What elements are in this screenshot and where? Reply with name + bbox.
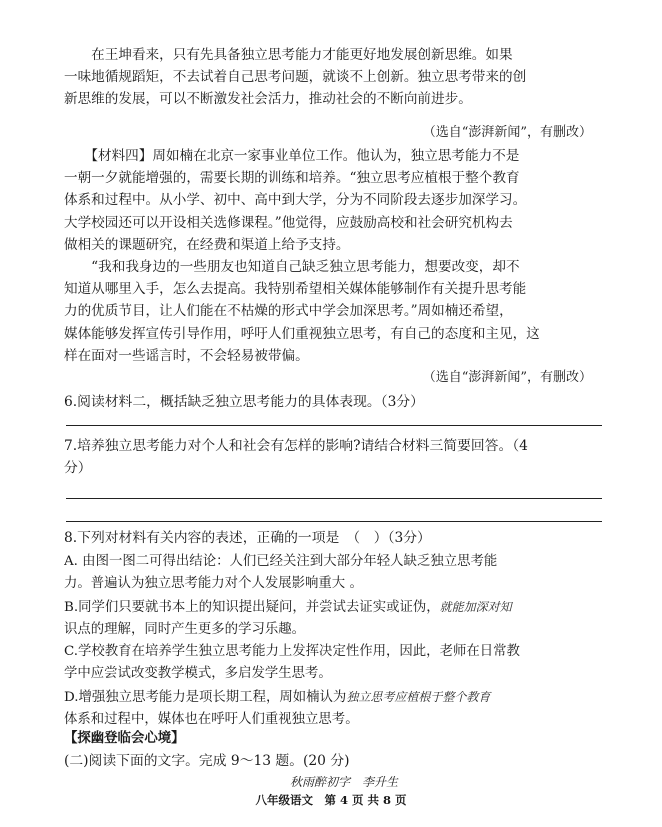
answer-line[interactable] (66, 425, 602, 426)
text-line: 媒体能够发挥宣传引导作用，呼吁人们重视独立思考，有自己的态度和主见，这 (64, 325, 540, 342)
question-text: 分） (64, 460, 92, 476)
text-line: 一朝一夕就能增强的，需要长期的训练和培养。“独立思考应植根于整个教育 (64, 170, 520, 187)
answer-line[interactable] (66, 498, 602, 499)
option-main-text: B.同学们只要就书本上的知识提出疑问，并尝试去证实或证伪， (64, 600, 440, 615)
option-text: A. 由图一图二可得出结论：人们已经关注到大部分年轻人缺乏独立思考能 (64, 554, 498, 569)
option-text (64, 596, 604, 619)
paragraph-wang-kun (64, 44, 600, 111)
text-line: 做相关的课题研究，在经费和渠道上给予支持。 (64, 236, 350, 253)
source-note: （选自“澎湃新闻”，有删改） (422, 370, 592, 385)
option-main-text: D.增强独立思考能力是项长期工程，周如楠认为 (64, 690, 347, 705)
option-d (64, 686, 604, 731)
option-text: 学中应尝试改变教学模式，多启发学生思考。 (64, 666, 332, 681)
text-line: 大学校园还可以开设相关选修课程。”他觉得，应鼓励高校和社会研究机构去 (64, 214, 513, 231)
option-a (64, 551, 604, 595)
option-text: 体系和过程中，媒体也在呼吁人们重视独立思考。 (64, 712, 359, 727)
text-line: “我和我身边的一些朋友也知道自己缺乏独立思考能力，想要改变，却不 (64, 259, 520, 275)
option-text: 力。普遍认为独立思考能力对个人发展影响重大 。 (64, 576, 363, 591)
option-text (64, 686, 604, 709)
paragraph-material-four (64, 145, 600, 256)
page-footer: 八年级语文 第 4 页 共 8 页 (255, 793, 407, 807)
section-heading: 【探幽登临会心境】 (64, 730, 185, 746)
option-text: 识点的理解，同时产生更多的学习乐趣。 (64, 622, 306, 637)
text-line: 一味地循规蹈矩，不去试着自己思考问题，就谈不上创新。独立思考带来的创 (64, 69, 527, 86)
text-line: 【材料四】周如楠在北京一家事业单位工作。他认为，独立思考能力不是 (64, 148, 520, 164)
source-note: （选自“澎湃新闻”，有删改） (422, 125, 592, 140)
option-b (64, 596, 604, 641)
question-text: 7.培养独立思考能力对个人和社会有怎样的影响?请结合材料三简要回答。（4 (64, 438, 528, 454)
handwritten-text: 独立思考应植根于整个教育 (346, 690, 491, 704)
question-8: 8.下列对材料有关内容的表述，正确的一项是 （ ）（3分） (64, 530, 431, 546)
text-line: 体系和过程中。从小学、初中、高中到大学，分为不同阶段去逐步加深学习。 (64, 192, 527, 209)
handwritten-footer-note: 秋雨醉初字 李升生 (290, 775, 399, 789)
option-c (64, 641, 604, 685)
answer-line[interactable] (66, 521, 602, 522)
section-instruction: (二)阅读下面的文字。完成 9～13 题。(20 分) (64, 753, 350, 769)
text-line: 在王坤看来，只有先具备独立思考能力才能更好地发展创新思维。如果 (64, 47, 513, 63)
text-line: 力的优质节目，让人们能在不枯燥的形式中学会加深思考。”周如楠还希望， (64, 303, 513, 320)
handwritten-text: 就能加深对知 (439, 600, 512, 614)
text-line: 知道从哪里入手，怎么去提高。我特别希望相关媒体能够制作有关提升思考能 (64, 281, 527, 298)
question-6: 6.阅读材料二，概括缺乏独立思考能力的具体表现。（3分） (64, 394, 424, 410)
option-text: C.学校教育在培养学生独立思考能力上发挥决定性作用，因此，老师在日常教 (64, 644, 520, 659)
text-line: 样在面对一些谣言时，不会轻易被带偏。 (64, 347, 309, 364)
question-7 (64, 435, 604, 479)
paragraph-quote (64, 256, 600, 367)
text-line: 新思维的发展，可以不断激发社会活力，推动社会的不断向前进步。 (64, 91, 472, 108)
